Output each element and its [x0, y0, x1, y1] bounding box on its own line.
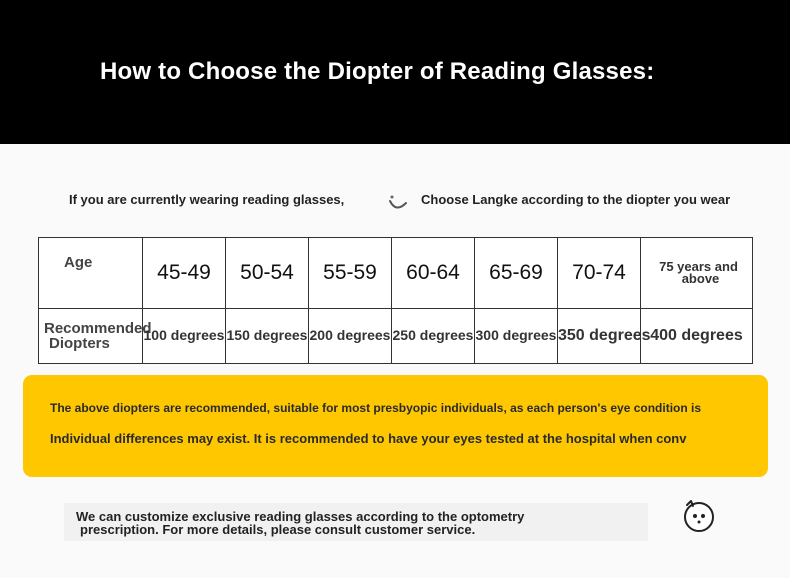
notice-line-1: The above diopters are recommended, suitable for most presbyopic individuals, as each person's eye condition is	[50, 401, 702, 415]
header-banner	[0, 0, 790, 144]
age-cell	[309, 238, 392, 309]
face-icon	[682, 499, 716, 533]
diopter-cell	[558, 309, 651, 364]
diopter-row	[39, 309, 753, 364]
diopter-cell	[143, 309, 226, 364]
custom-service-text	[76, 510, 636, 536]
age-value: 70-74	[572, 261, 626, 284]
notice-line-2: Individual differences may exist. It is recommended to have your eyes tested at the hospital when conv	[50, 431, 687, 446]
diopter-label-line1: Recommended	[44, 320, 152, 337]
page-title: How to Choose the Diopter of Reading Glasses:	[100, 58, 655, 85]
diopter-cell	[226, 309, 309, 364]
age-last-line1: 75 years and	[659, 259, 738, 274]
diopter-value: 200 degrees	[309, 327, 391, 343]
intro-right-text: Choose Langke according to the diopter you wear	[421, 192, 731, 207]
diopter-cell	[475, 309, 558, 364]
age-cell	[226, 238, 309, 309]
age-cell	[392, 238, 475, 309]
diopter-cell	[309, 309, 392, 364]
intro-left-text: If you are currently wearing reading glasses,	[69, 192, 345, 207]
notice-box	[23, 375, 768, 477]
diopter-cell	[392, 309, 475, 364]
age-row	[39, 238, 753, 309]
diopter-value: 150 degrees	[226, 327, 308, 343]
age-cell	[558, 238, 641, 309]
age-cell	[143, 238, 226, 309]
age-value: 55-59	[323, 261, 377, 284]
age-label: Age	[64, 254, 93, 271]
age-value: 45-49	[157, 261, 211, 284]
diopter-table	[38, 237, 753, 364]
age-value: 50-54	[240, 261, 294, 284]
diopter-label-line2: Diopters	[49, 335, 110, 352]
age-value: 60-64	[406, 261, 460, 284]
smile-icon	[386, 193, 410, 215]
diopter-cell	[641, 309, 753, 364]
age-last-line2: above	[681, 271, 720, 286]
diopter-value: 250 degrees	[392, 327, 474, 343]
diopter-value: 300 degrees	[475, 327, 557, 343]
age-cell	[475, 238, 558, 309]
diopter-value: 350 degrees	[558, 327, 651, 344]
diopter-value: 400 degrees	[650, 327, 743, 344]
diopter-header-cell	[39, 309, 152, 364]
custom-line-2: prescription. For more details, please consult customer service.	[80, 522, 476, 537]
age-cell-last	[641, 238, 753, 309]
age-header-cell	[39, 238, 143, 309]
diopter-value: 100 degrees	[143, 327, 225, 343]
age-value: 65-69	[489, 261, 543, 284]
custom-line-1: We can customize exclusive reading glasses according to the optometry	[76, 509, 525, 524]
